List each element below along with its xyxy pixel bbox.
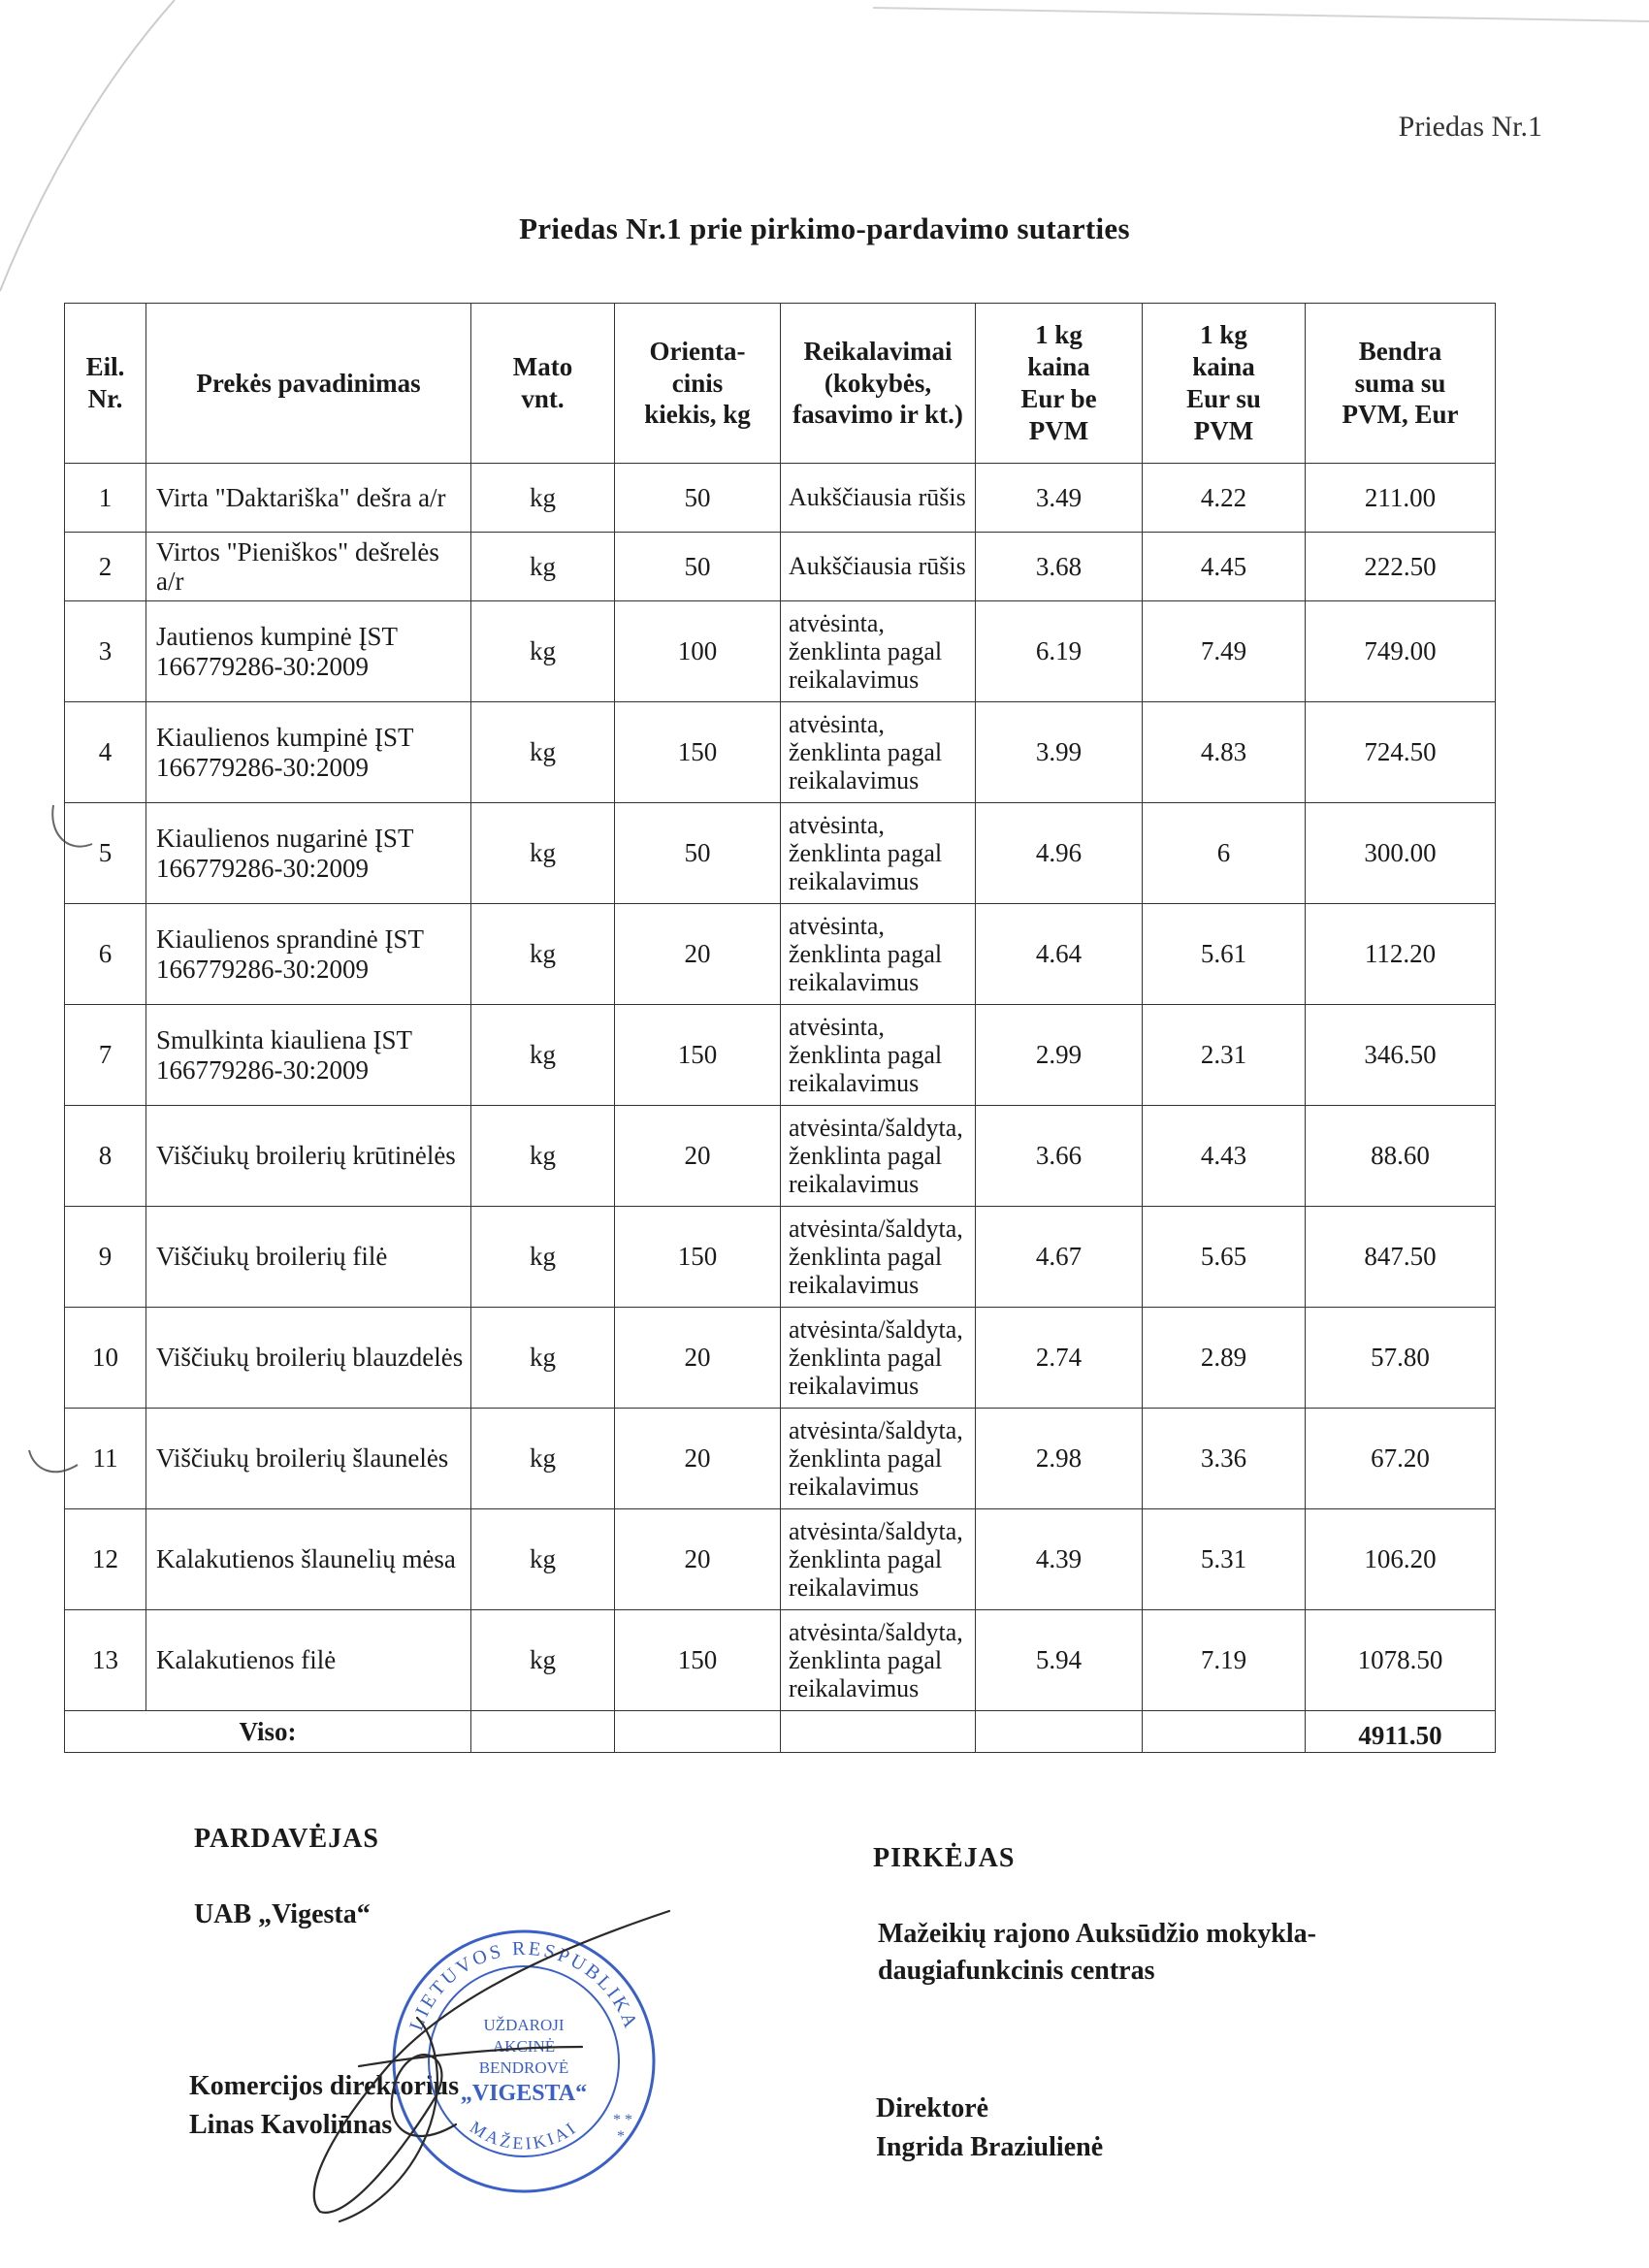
- header-price-inc-vat: 1 kg kaina Eur su PVM: [1143, 304, 1306, 464]
- row-total-cell: 67.20: [1306, 1409, 1496, 1509]
- table-row: [65, 803, 1496, 904]
- product-name-cell: Virtos "Pieniškos" dešrelės a/r: [146, 533, 471, 601]
- requirements-cell: atvėsinta, ženklinta pagal reikalavimus: [781, 601, 976, 702]
- row-number-cell: 3: [65, 601, 146, 702]
- quantity-cell: 20: [615, 1409, 781, 1509]
- header-nr: Eil. Nr.: [65, 304, 146, 464]
- table-row: [65, 1610, 1496, 1711]
- unit-cell: kg: [471, 1509, 615, 1610]
- table-row: [65, 1106, 1496, 1207]
- unit-cell: kg: [471, 1207, 615, 1308]
- unit-cell: kg: [471, 1610, 615, 1711]
- row-number-cell: 11: [65, 1409, 146, 1509]
- row-total-cell: 222.50: [1306, 533, 1496, 601]
- price-ex-vat-cell: 6.19: [976, 601, 1143, 702]
- price-inc-vat-cell: 5.61: [1143, 904, 1306, 1005]
- row-number-cell: 4: [65, 702, 146, 803]
- buyer-organization: Mažeikių rajono Auksūdžio mokykla- daugiafunkcinis centras: [878, 1919, 1316, 1986]
- price-inc-vat-cell: 2.89: [1143, 1308, 1306, 1409]
- table-header-row: [65, 304, 1496, 464]
- row-number-cell: 8: [65, 1106, 146, 1207]
- row-total-cell: 346.50: [1306, 1005, 1496, 1106]
- price-inc-vat-cell: 4.45: [1143, 533, 1306, 601]
- requirements-cell: atvėsinta/šaldyta, ženklinta pagal reikalavimus: [781, 1106, 976, 1207]
- unit-cell: kg: [471, 904, 615, 1005]
- price-inc-vat-cell: 4.83: [1143, 702, 1306, 803]
- header-total: Bendra suma su PVM, Eur: [1306, 304, 1496, 464]
- row-total-cell: 847.50: [1306, 1207, 1496, 1308]
- row-total-cell: 211.00: [1306, 464, 1496, 533]
- price-ex-vat-cell: 3.99: [976, 702, 1143, 803]
- products-table: [64, 303, 1496, 1753]
- document-title: Priedas Nr.1 prie pirkimo-pardavimo sutarties: [519, 211, 1130, 245]
- quantity-cell: 150: [615, 702, 781, 803]
- total-empty-cell: [471, 1711, 615, 1753]
- price-ex-vat-cell: 2.99: [976, 1005, 1143, 1106]
- price-ex-vat-cell: 4.39: [976, 1509, 1143, 1610]
- requirements-cell: atvėsinta, ženklinta pagal reikalavimus: [781, 1005, 976, 1106]
- svg-text:* *: * *: [613, 2112, 632, 2128]
- unit-cell: kg: [471, 702, 615, 803]
- row-total-cell: 749.00: [1306, 601, 1496, 702]
- product-name-cell: Virta "Daktariška" dešra a/r: [146, 464, 471, 533]
- row-number-cell: 10: [65, 1308, 146, 1409]
- requirements-cell: Aukščiausia rūšis: [781, 464, 976, 533]
- seller-person: Linas Kavoliūnas: [189, 2110, 393, 2140]
- row-total-cell: 1078.50: [1306, 1610, 1496, 1711]
- requirements-cell: atvėsinta/šaldyta, ženklinta pagal reikalavimus: [781, 1308, 976, 1409]
- svg-text:*: *: [617, 2128, 625, 2145]
- quantity-cell: 50: [615, 464, 781, 533]
- total-empty-cell: [976, 1711, 1143, 1753]
- quantity-cell: 20: [615, 1106, 781, 1207]
- unit-cell: kg: [471, 1106, 615, 1207]
- price-ex-vat-cell: 3.68: [976, 533, 1143, 601]
- stamp-outer-text: LIETUVOS RESPUBLIKA: [405, 1937, 642, 2034]
- unit-cell: kg: [471, 533, 615, 601]
- requirements-cell: atvėsinta, ženklinta pagal reikalavimus: [781, 904, 976, 1005]
- buyer-label: PIRKĖJAS: [873, 1843, 1016, 1873]
- price-ex-vat-cell: 2.98: [976, 1409, 1143, 1509]
- header-qty: Orienta- cinis kiekis, kg: [615, 304, 781, 464]
- price-inc-vat-cell: 6: [1143, 803, 1306, 904]
- table-row: [65, 1308, 1496, 1409]
- price-inc-vat-cell: 3.36: [1143, 1409, 1306, 1509]
- seller-label: PARDAVĖJAS: [194, 1824, 379, 1854]
- row-number-cell: 5: [65, 803, 146, 904]
- table-row: [65, 464, 1496, 533]
- row-number-cell: 2: [65, 533, 146, 601]
- row-number-cell: 1: [65, 464, 146, 533]
- price-ex-vat-cell: 4.64: [976, 904, 1143, 1005]
- total-value: 4911.50: [1306, 1711, 1496, 1753]
- requirements-cell: atvėsinta, ženklinta pagal reikalavimus: [781, 702, 976, 803]
- total-row: [65, 1711, 1496, 1753]
- price-inc-vat-cell: 4.22: [1143, 464, 1306, 533]
- price-ex-vat-cell: 3.49: [976, 464, 1143, 533]
- product-name-cell: Kiaulienos nugarinė ĮST 166779286-30:2009: [146, 803, 471, 904]
- price-ex-vat-cell: 4.96: [976, 803, 1143, 904]
- product-name-cell: Jautienos kumpinė ĮST 166779286-30:2009: [146, 601, 471, 702]
- table-row: [65, 1005, 1496, 1106]
- row-total-cell: 106.20: [1306, 1509, 1496, 1610]
- price-ex-vat-cell: 2.74: [976, 1308, 1143, 1409]
- row-number-cell: 9: [65, 1207, 146, 1308]
- product-name-cell: Kiaulienos sprandinė ĮST 166779286-30:2009: [146, 904, 471, 1005]
- quantity-cell: 20: [615, 1509, 781, 1610]
- row-number-cell: 13: [65, 1610, 146, 1711]
- requirements-cell: atvėsinta/šaldyta, ženklinta pagal reikalavimus: [781, 1207, 976, 1308]
- product-name-cell: Viščiukų broilerių šlaunelės: [146, 1409, 471, 1509]
- table-row: [65, 1409, 1496, 1509]
- product-name-cell: Smulkinta kiauliena ĮST 166779286-30:2009: [146, 1005, 471, 1106]
- table-row: [65, 533, 1496, 601]
- header-price-ex-vat: 1 kg kaina Eur be PVM: [976, 304, 1143, 464]
- table-row: [65, 1207, 1496, 1308]
- unit-cell: kg: [471, 803, 615, 904]
- header-requirements: Reikalavimai (kokybės, fasavimo ir kt.): [781, 304, 976, 464]
- product-name-cell: Viščiukų broilerių krūtinėlės: [146, 1106, 471, 1207]
- row-total-cell: 57.80: [1306, 1308, 1496, 1409]
- product-name-cell: Kalakutienos šlaunelių mėsa: [146, 1509, 471, 1610]
- annex-reference: Priedas Nr.1: [1398, 111, 1542, 143]
- price-inc-vat-cell: 7.49: [1143, 601, 1306, 702]
- requirements-cell: atvėsinta/šaldyta, ženklinta pagal reikalavimus: [781, 1610, 976, 1711]
- product-name-cell: Kiaulienos kumpinė ĮST 166779286-30:2009: [146, 702, 471, 803]
- buyer-position: Direktorė: [876, 2093, 989, 2123]
- seller-position: Komercijos direktorius: [189, 2071, 460, 2101]
- quantity-cell: 150: [615, 1207, 781, 1308]
- seller-company: UAB „Vigesta“: [194, 1899, 371, 1929]
- table-row: [65, 702, 1496, 803]
- requirements-cell: atvėsinta/šaldyta, ženklinta pagal reikalavimus: [781, 1409, 976, 1509]
- unit-cell: kg: [471, 1308, 615, 1409]
- quantity-cell: 20: [615, 1308, 781, 1409]
- stamp-inner-line: BENDROVĖ: [478, 2058, 569, 2077]
- price-inc-vat-cell: 5.65: [1143, 1207, 1306, 1308]
- total-empty-cell: [781, 1711, 976, 1753]
- row-total-cell: 88.60: [1306, 1106, 1496, 1207]
- product-name-cell: Viščiukų broilerių blauzdelės: [146, 1308, 471, 1409]
- table-row: [65, 1509, 1496, 1610]
- row-number-cell: 7: [65, 1005, 146, 1106]
- row-number-cell: 12: [65, 1509, 146, 1610]
- total-empty-cell: [615, 1711, 781, 1753]
- table-row: [65, 601, 1496, 702]
- quantity-cell: 50: [615, 533, 781, 601]
- price-inc-vat-cell: 4.43: [1143, 1106, 1306, 1207]
- row-total-cell: 300.00: [1306, 803, 1496, 904]
- header-name: Prekės pavadinimas: [146, 304, 471, 464]
- price-ex-vat-cell: 3.66: [976, 1106, 1143, 1207]
- price-inc-vat-cell: 2.31: [1143, 1005, 1306, 1106]
- company-stamp: [388, 1926, 660, 2197]
- product-name-cell: Kalakutienos filė: [146, 1610, 471, 1711]
- price-ex-vat-cell: 4.67: [976, 1207, 1143, 1308]
- quantity-cell: 50: [615, 803, 781, 904]
- total-empty-cell: [1143, 1711, 1306, 1753]
- unit-cell: kg: [471, 464, 615, 533]
- price-ex-vat-cell: 5.94: [976, 1610, 1143, 1711]
- stamp-inner-line: UŽDAROJI: [483, 2016, 565, 2034]
- table-row: [65, 904, 1496, 1005]
- unit-cell: kg: [471, 601, 615, 702]
- quantity-cell: 150: [615, 1610, 781, 1711]
- stamp-bottom-text: MAŽEIKIAI: [467, 2117, 581, 2154]
- price-inc-vat-cell: 5.31: [1143, 1509, 1306, 1610]
- header-unit: Mato vnt.: [471, 304, 615, 464]
- unit-cell: kg: [471, 1005, 615, 1106]
- quantity-cell: 150: [615, 1005, 781, 1106]
- stamp-inner-line: AKCINĖ: [492, 2037, 556, 2056]
- price-inc-vat-cell: 7.19: [1143, 1610, 1306, 1711]
- buyer-person: Ingrida Braziulienė: [876, 2132, 1104, 2162]
- total-label: Viso:: [65, 1711, 471, 1753]
- product-name-cell: Viščiukų broilerių filė: [146, 1207, 471, 1308]
- quantity-cell: 100: [615, 601, 781, 702]
- row-number-cell: 6: [65, 904, 146, 1005]
- requirements-cell: Aukščiausia rūšis: [781, 533, 976, 601]
- stamp-inner-line: „VIGESTA“: [460, 2081, 588, 2106]
- unit-cell: kg: [471, 1409, 615, 1509]
- row-total-cell: 112.20: [1306, 904, 1496, 1005]
- row-total-cell: 724.50: [1306, 702, 1496, 803]
- requirements-cell: atvėsinta, ženklinta pagal reikalavimus: [781, 803, 976, 904]
- quantity-cell: 20: [615, 904, 781, 1005]
- requirements-cell: atvėsinta/šaldyta, ženklinta pagal reikalavimus: [781, 1509, 976, 1610]
